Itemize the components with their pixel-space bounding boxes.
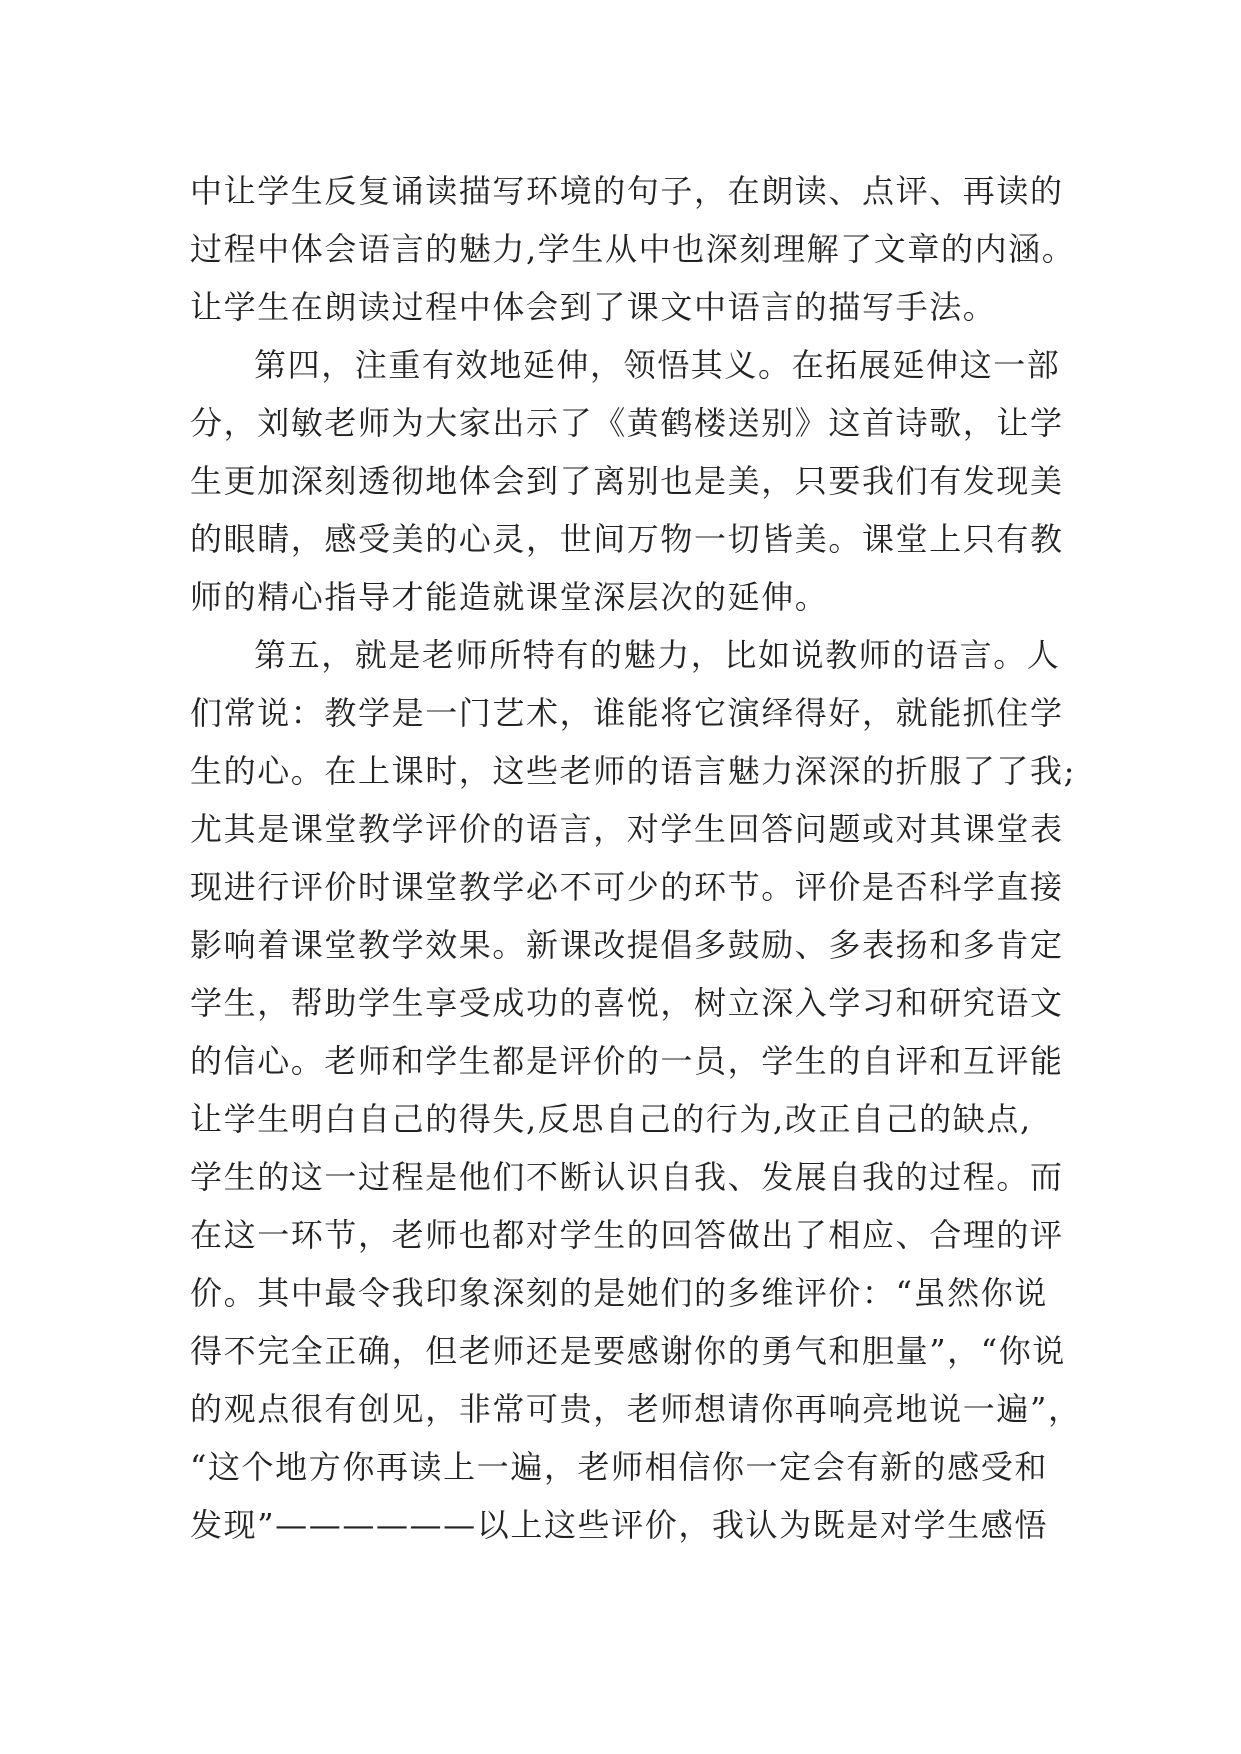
text-line: 影响着课堂教学效果。新课改提倡多鼓励、多表扬和多肯定	[190, 926, 1064, 964]
text-line: 尤其是课堂教学评价的语言，对学生回答问题或对其课堂表	[190, 810, 1064, 848]
paragraph-first-line: 第四，注重有效地延伸，领悟其义。在拓展延伸这一部	[254, 346, 1061, 384]
text-line: 分，刘敏老师为大家出示了《黄鹤楼送别》这首诗歌，让学	[190, 404, 1064, 442]
text-line: 生的心。在上课时，这些老师的语言魅力深深的折服了了我;	[190, 752, 1076, 790]
text-line: 发现”——————以上这些评价，我认为既是对学生感悟	[190, 1506, 1048, 1544]
text-line: 们常说：教学是一门艺术，谁能将它演绎得好，就能抓住学	[190, 694, 1064, 732]
text-line: 在这一环节，老师也都对学生的回答做出了相应、合理的评	[190, 1216, 1064, 1254]
text-line: 现进行评价时课堂教学必不可少的环节。评价是否科学直接	[190, 868, 1064, 906]
text-line: 生更加深刻透彻地体会到了离别也是美，只要我们有发现美	[190, 462, 1064, 500]
text-line: 过程中体会语言的魅力,学生从中也深刻理解了文章的内涵。	[190, 230, 1076, 268]
text-line: 学生的这一过程是他们不断认识自我、发展自我的过程。而	[190, 1158, 1064, 1196]
text-line: 的信心。老师和学生都是评价的一员，学生的自评和互评能	[190, 1042, 1064, 1080]
text-line: 中让学生反复诵读描写环境的句子，在朗读、点评、再读的	[190, 172, 1064, 210]
text-line: 师的精心指导才能造就课堂深层次的延伸。	[190, 578, 829, 616]
text-line: “这个地方你再读上一遍，老师相信你一定会有新的感受和	[190, 1448, 1048, 1486]
text-line: 得不完全正确，但老师还是要感谢你的勇气和胆量”，“你说	[190, 1332, 1066, 1370]
body-text	[190, 162, 1090, 1554]
text-line: 学生，帮助学生享受成功的喜悦，树立深入学习和研究语文	[190, 984, 1064, 1022]
text-line: 让学生在朗读过程中体会到了课文中语言的描写手法。	[190, 288, 997, 326]
text-line: 让学生明白自己的得失,反思自己的行为,改正自己的缺点,	[190, 1100, 1032, 1138]
text-line: 的眼睛，感受美的心灵，世间万物一切皆美。课堂上只有教	[190, 520, 1064, 558]
text-line: 价。其中最令我印象深刻的是她们的多维评价：“虽然你说	[190, 1274, 1048, 1312]
text-line: 的观点很有创见，非常可贵，老师想请你再响亮地说一遍”，	[190, 1390, 1082, 1428]
paragraph-first-line: 第五，就是老师所特有的魅力，比如说教师的语言。人	[254, 636, 1061, 674]
